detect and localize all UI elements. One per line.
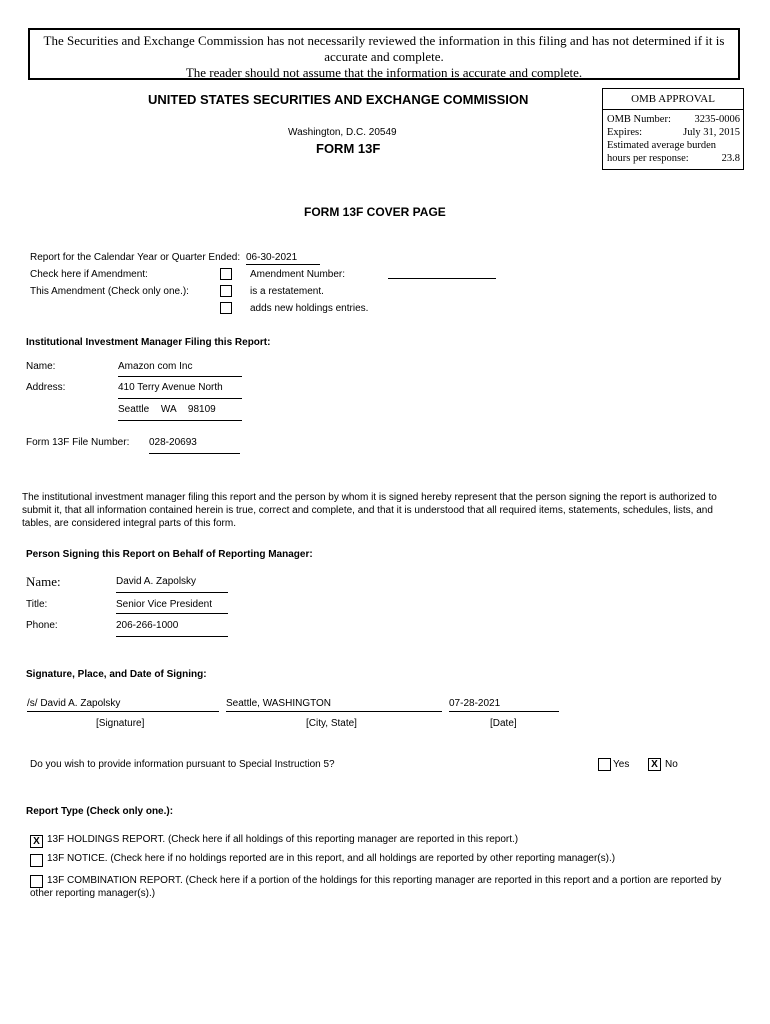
instruction5-yes-label: Yes — [613, 759, 630, 770]
commission-location: Washington, D.C. 20549 — [288, 127, 397, 138]
manager-section-title: Institutional Investment Manager Filing this Report: — [26, 337, 271, 348]
manager-city: Seattle — [118, 404, 150, 415]
disclaimer-box — [28, 28, 740, 80]
manager-address-field[interactable]: 410 Terry Avenue North — [118, 382, 242, 399]
new-holdings-label: adds new holdings entries. — [250, 303, 369, 314]
instruction5-no-label: No — [665, 759, 678, 770]
manager-address-label: Address: — [26, 382, 66, 393]
manager-state: WA — [160, 404, 177, 415]
manager-city-state-zip[interactable] — [118, 404, 242, 421]
restatement-checkbox[interactable] — [220, 285, 232, 297]
amendment-number-label: Amendment Number: — [250, 269, 346, 280]
omb-approval-box — [602, 88, 744, 170]
this-amendment-label: This Amendment (Check only one.): — [30, 286, 189, 297]
omb-number-value: 3235-0006 — [694, 114, 740, 125]
new-holdings-checkbox[interactable] — [220, 302, 232, 314]
signer-name-label: Name: — [26, 574, 61, 589]
instruction5-yes-checkbox[interactable] — [598, 758, 611, 771]
holdings-report-label: 13F HOLDINGS REPORT. (Check here if all holdings of this reporting manager are reported in this report.) — [47, 834, 519, 845]
omb-expires-label: Expires: — [607, 127, 642, 138]
combination-report-label: 13F COMBINATION REPORT. (Check here if a portion of the holdings for this reporting manager are reported in this report and a portion are reported by other reporting manager(s).) — [30, 875, 722, 899]
attestation-paragraph: The institutional investment manager filing this report and the person by whom it is signed hereby represent that the person signing the report is authorized to submit it, that all information contained herein is true, correct and complete, and that it is understood that all required items, statements, schedules, lists, and tables, are considered integral parts of this form. — [22, 492, 717, 529]
omb-number-label: OMB Number: — [607, 114, 671, 125]
disclaimer-line-1: The Securities and Exchange Commission has not necessarily reviewed the information in this filing and has not determined if it is accurate and complete. — [43, 33, 725, 64]
holdings-report-checkbox[interactable]: X — [30, 835, 43, 848]
signer-title-label: Title: — [26, 599, 48, 610]
signature-field[interactable]: /s/ David A. Zapolsky — [27, 698, 219, 712]
place-caption: [City, State] — [306, 718, 357, 729]
report-period-field[interactable]: 06-30-2021 — [246, 252, 320, 265]
omb-burden-value: 23.8 — [721, 153, 740, 164]
signer-title-field[interactable]: Senior Vice President — [116, 599, 228, 614]
date-field[interactable]: 07-28-2021 — [449, 698, 559, 712]
date-caption: [Date] — [490, 718, 517, 729]
omb-burden-line: Estimated average burden — [607, 140, 717, 151]
amendment-number-field[interactable] — [388, 266, 496, 279]
report-type-section-title: Report Type (Check only one.): — [26, 806, 174, 817]
signer-name-field[interactable]: David A. Zapolsky — [116, 576, 228, 593]
omb-expires-value: July 31, 2015 — [683, 127, 740, 138]
place-field[interactable]: Seattle, WASHINGTON — [226, 698, 442, 712]
omb-burden-label: hours per response: — [607, 153, 689, 164]
omb-approval-title: OMB APPROVAL — [603, 89, 743, 110]
restatement-label: is a restatement. — [250, 286, 324, 297]
file-number-label: Form 13F File Number: — [26, 437, 130, 448]
manager-name-label: Name: — [26, 361, 56, 372]
file-number-field[interactable]: 028-20693 — [149, 437, 240, 454]
report-period-label: Report for the Calendar Year or Quarter Ended: — [30, 252, 241, 263]
signature-caption: [Signature] — [96, 718, 145, 729]
instruction5-no-checkbox[interactable]: X — [648, 758, 661, 771]
commission-title: UNITED STATES SECURITIES AND EXCHANGE COMMISSION — [148, 92, 529, 107]
form-title: FORM 13F — [316, 141, 381, 156]
disclaimer-line-2: The reader should not assume that the information is accurate and complete. — [185, 65, 583, 80]
manager-zip: 98109 — [187, 404, 216, 415]
signer-phone-field[interactable]: 206-266-1000 — [116, 620, 228, 637]
signer-phone-label: Phone: — [26, 620, 58, 631]
notice-report-checkbox[interactable] — [30, 854, 43, 867]
manager-name-field[interactable]: Amazon com Inc — [118, 361, 242, 377]
amendment-label: Check here if Amendment: — [30, 269, 148, 280]
amendment-checkbox[interactable] — [220, 268, 232, 280]
signature-section-title: Signature, Place, and Date of Signing: — [26, 669, 207, 680]
signer-section-title: Person Signing this Report on Behalf of Reporting Manager: — [26, 549, 313, 560]
notice-report-label: 13F NOTICE. (Check here if no holdings reported are in this report, and all holdings are reported by other reporting manager(s).) — [47, 853, 616, 864]
instruction5-question: Do you wish to provide information pursuant to Special Instruction 5? — [30, 759, 335, 770]
cover-page-title: FORM 13F COVER PAGE — [304, 205, 446, 219]
